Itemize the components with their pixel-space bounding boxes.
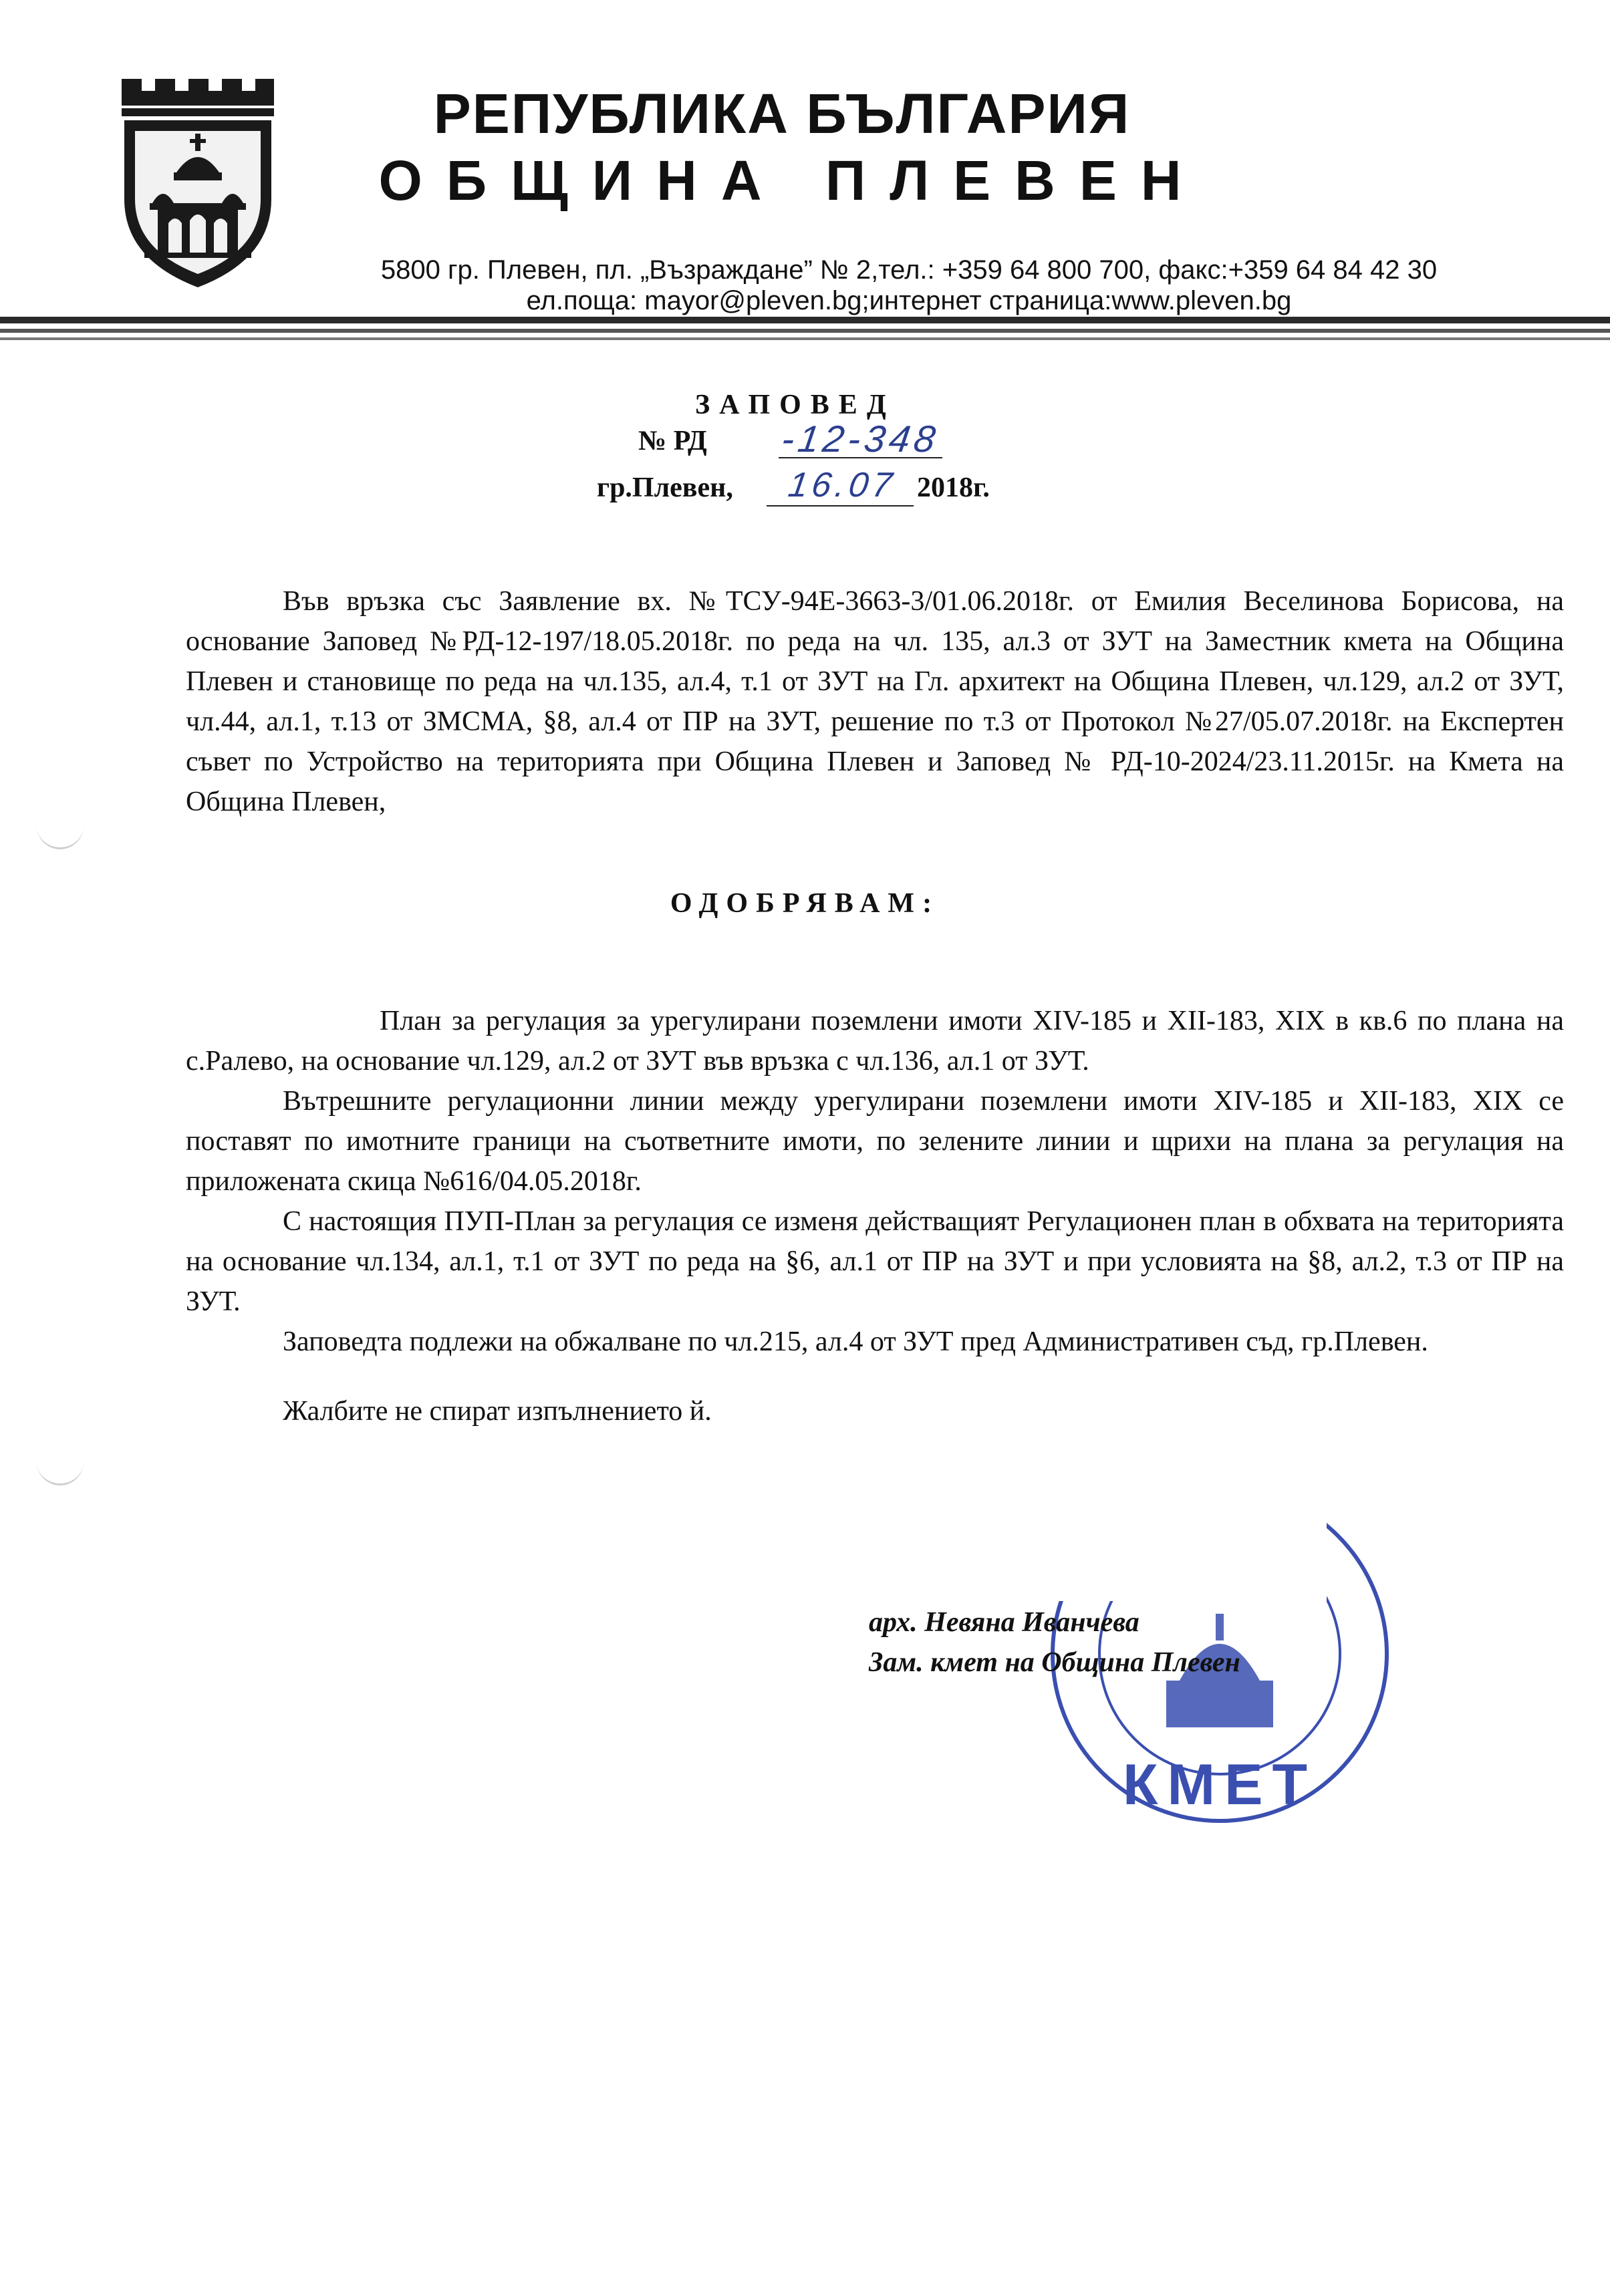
header-address: 5800 гр. Плевен, пл. „Възраждане” № 2,тел.: +359 64 800 700, факс:+359 64 84 42 30 [380,255,1438,285]
header-divider [0,317,1610,323]
header-divider [0,329,1610,333]
paragraph-plan: План за регулация за урегулирани поземлени имоти XIV-185 и XII-183, XIX в кв.6 по плана на с.Ралево, на основание чл.129, ал.2 от ЗУТ във връзка с чл.136, ал.1 от ЗУТ. [186,1006,1564,1077]
order-date-line [767,505,914,507]
approve-heading: ОДОБРЯВАМ: [670,888,940,919]
redacted-signature [906,1450,1327,1601]
order-number-label: № РД [638,426,707,456]
header-divider [0,337,1610,340]
stamp-text: КМЕТ [1122,1753,1317,1817]
paragraph-complaints: Жалбите не спират изпълнението й. [283,1396,712,1427]
order-title: ЗАПОВЕД [695,390,896,420]
header-contacts: ел.поща: mayor@pleven.bg;интернет страница:www.pleven.bg [526,286,1292,315]
order-date-handwritten: 16.07 [785,466,899,505]
intro-paragraph: Във връзка със Заявление вх. №ТСУ-94Е-3663-3/01.06.2018г. от Емилия Веселинова Борисова, на основание Заповед №РД-12-197/18.05.2018г. по реда на чл. 135, ал.3 от ЗУТ на Заместник кмета на Община Плевен и становище по реда на чл.135, ал.4, т.1 от ЗУТ на Гл. архитект на Община Плевен, чл.129, ал.2 от ЗУТ, чл.44, ал.1, т.13 от ЗМСМА, §8, ал.4 от ПР на ЗУТ, решение по т.3 от Протокол №27/05.07.2018г. на Експертен съвет по Устройство на територията при Община Плевен и Заповед № РД-10-2024/23.11.2015г. на Кмета на Община Плевен, [186,586,1564,817]
paragraph-amendment: С настоящия ПУП-План за регулация се изменя действащият Регулационен план в обхвата на територията на основание чл.134, ал.1, т.1 от ЗУТ по реда на §6, ал.1 от ПР на ЗУТ и при условията на §8, ал.2, т.3 от ПР на ЗУТ. [186,1206,1564,1317]
order-number-handwritten: -12-348 [779,418,942,460]
paragraph-appeal: Заповедта подлежи на обжалване по чл.215, ал.4 от ЗУТ пред Административен съд, гр.Плевен. [283,1326,1428,1357]
order-city-label: гр.Плевен, [597,472,733,503]
header-title-republic: РЕПУБЛИКА БЪЛГАРИЯ [433,82,1131,145]
signatory-role: Зам. кмет на Община Плевен [869,1647,1240,1678]
header-title-municipality: ОБЩИНА ПЛЕВЕН [378,149,1206,212]
paragraph-lines: Вътрешните регулационни линии между урегулирани поземлени имоти XIV-185 и XII-183, XIX се поставят по имотните граници на съответните имоти, по зелените линии и щрихи на плана за регулация на приложената скица №616/04.05.2018г. [186,1086,1564,1197]
signatory-name: арх. Невяна Иванчева [869,1607,1139,1638]
order-year-label: 2018г. [917,472,990,503]
punch-hole [37,821,84,849]
punch-hole [37,1457,84,1485]
coat-of-arms-icon [115,72,281,293]
